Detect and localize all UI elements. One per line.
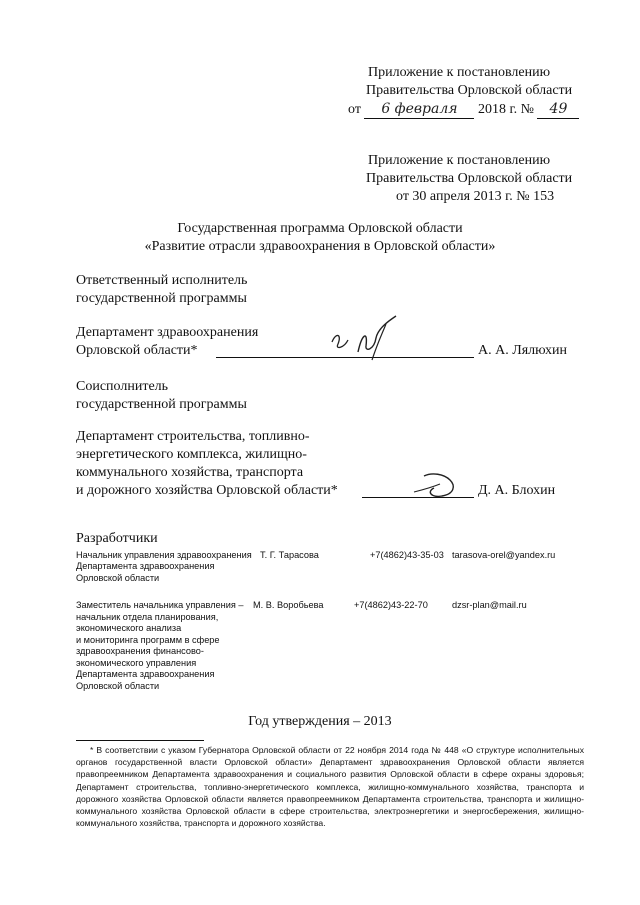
co-executor-signature [410,470,470,502]
dev2-position-line7: Департамента здравоохранения [76,669,215,679]
co-executor-label1: Соисполнитель [76,379,169,394]
amendment-line1: Приложение к постановлению [368,65,551,80]
original-line2: Правительства Орловской области [366,171,573,186]
dev2-position-line1: Заместитель начальника управления – [76,600,244,610]
program-title-line2: «Развитие отрасли здравоохранения в Орловской области» [144,239,496,254]
responsible-org1: Департамент здравоохранения [76,325,259,340]
responsible-signature [320,312,410,364]
amendment-line2: Правительства Орловской области [366,83,573,98]
dev2-name: М. В. Воробьева [253,600,324,610]
footnote-separator [76,740,204,741]
responsible-org2: Орловской области* [76,343,198,358]
responsible-signer: А. А. Лялюхин [478,343,568,358]
responsible-label2: государственной программы [76,291,247,306]
responsible-label1: Ответственный исполнитель [76,273,248,288]
dev2-phone: +7(4862)43-22-70 [354,600,428,610]
dev1-email: tarasova-orel@yandex.ru [452,550,556,560]
amendment-date-handwritten: 6 февраля [364,100,474,119]
co-executor-org3: коммунального хозяйства, транспорта [76,465,304,480]
original-line3: от 30 апреля 2013 г. № 153 [396,189,555,204]
amendment-date-line [348,100,579,119]
dev1-position-line3: Орловской области [76,573,160,583]
dev2-position-line6: экономического управления [76,658,197,668]
co-executor-org4: и дорожного хозяйства Орловской области* [76,483,338,498]
dev1-position-line1: Начальник управления здравоохранения [76,550,252,560]
footnote-text: * В соответствии с указом Губернатора Орловской области от 22 ноября 2014 года № 448 «О структуре исполнительных органов государственной власти Орловской области» Департамент здравоохранения Орловской области является правопреемником Департамента здравоохранения и социального развития Орловской области в сфере охраны здоровья; Департамент строительства, топливно-энергетического комплекса, жилищно-коммунального хозяйства, транспорта и дорожного хозяйства Орловской области является правопреемником Департамента строительства, транспорта и жилищно-коммунального хозяйства Орловской области в сфере строительства, электроэнергетики и энергосбережения, жилищно-коммунального хозяйства, транспорта и дорожного хозяйства. [76,745,584,829]
dev2-position-line4: и мониторинга программ в сфере [76,635,220,645]
amendment-date-prefix: от [348,102,361,117]
dev2-position-line2: начальник отдела планирования, [76,612,219,622]
dev1-name: Т. Г. Тарасова [260,550,319,560]
dev2-position-line8: Орловской области [76,681,160,691]
amendment-year-no: 2018 г. № [477,102,534,117]
developers-heading: Разработчики [76,531,158,546]
program-title-line1: Государственная программа Орловской области [177,221,463,236]
dev2-position-line3: экономического анализа [76,623,182,633]
dev1-position-line2: Департамента здравоохранения [76,561,215,571]
co-executor-org1: Департамент строительства, топливно- [76,429,310,444]
co-executor-org2: энергетического комплекса, жилищно- [76,447,307,462]
approval-year: Год утверждения – 2013 [248,714,392,729]
co-executor-label2: государственной программы [76,397,247,412]
footnote [76,744,584,829]
amendment-number-handwritten: 49 [537,100,579,119]
original-line1: Приложение к постановлению [368,153,551,168]
dev2-email: dzsr-plan@mail.ru [452,600,527,610]
co-executor-signer: Д. А. Блохин [478,483,556,498]
dev1-phone: +7(4862)43-35-03 [370,550,444,560]
dev2-position-line5: здравоохранения финансово- [76,646,204,656]
